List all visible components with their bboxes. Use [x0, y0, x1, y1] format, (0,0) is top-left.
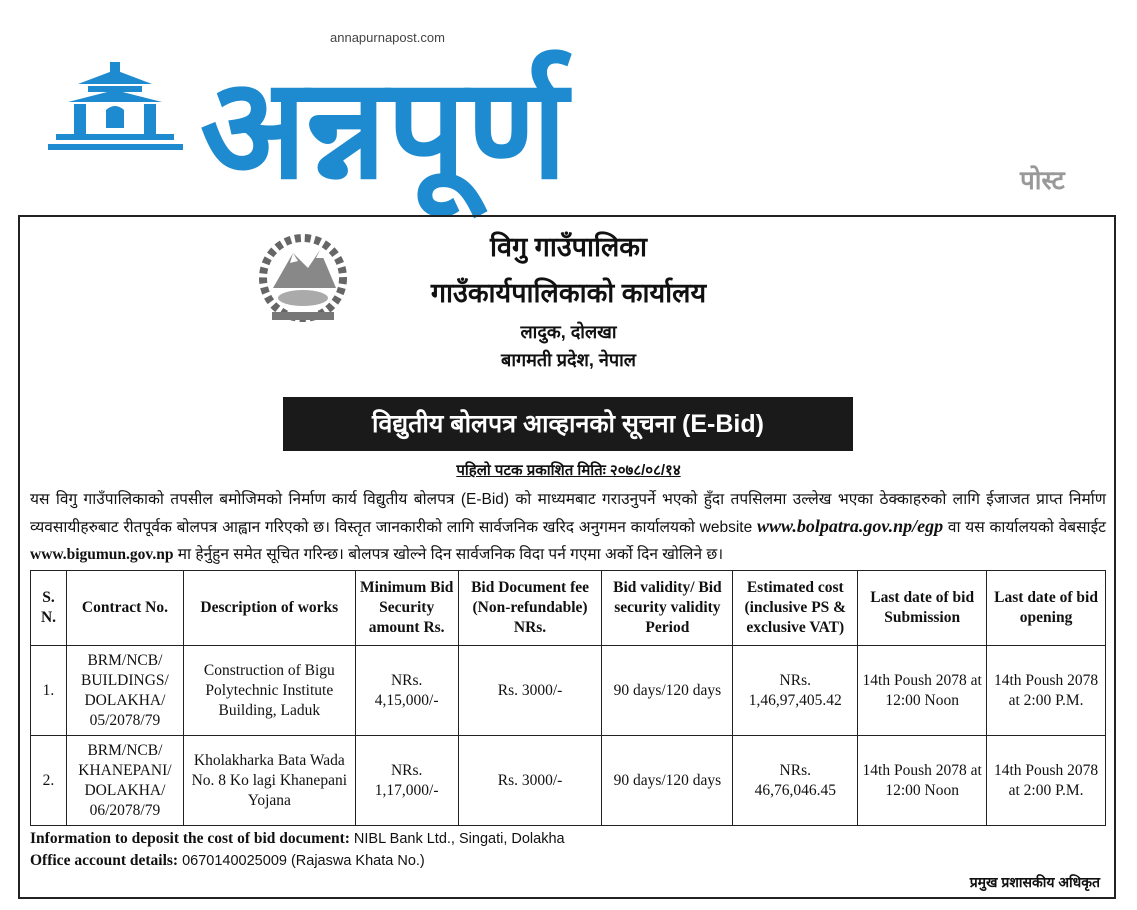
column-header: S. N. [31, 571, 67, 646]
table-cell: Construction of Bigu Polytechnic Institute Building, Laduk [183, 646, 355, 736]
table-cell: 14th Poush 2078 at 2:00 P.M. [987, 736, 1106, 826]
notice-paragraph [30, 486, 1106, 568]
column-header: Bid validity/ Bid security validity Period [602, 571, 733, 646]
bid-table [30, 570, 1106, 826]
paragraph-text: मा हेर्नुहुन समेत सूचित गरिन्छ। बोलपत्र खोल्ने दिन सार्वजनिक विदा पर्न गएमा अर्को दिन खोलिने छ। [173, 546, 724, 563]
table-row [31, 646, 1106, 736]
notice-body [30, 486, 1106, 892]
signature-title: प्रमुख प्रशासकीय अधिकृत [969, 874, 1100, 890]
table-cell: Kholakharka Bata Wada No. 8 Ko lagi Khanepani Yojana [183, 736, 355, 826]
office-province: बागमती प्रदेश, नेपाल [501, 350, 636, 370]
payment-info [30, 828, 1106, 872]
table-cell: 1. [31, 646, 67, 736]
newspaper-masthead: अन्नपूर्ण [200, 50, 568, 207]
site-url: annapurnapost.com [330, 30, 445, 45]
notice-title-banner: विद्युतीय बोलपत्र आव्हानको सूचना (E-Bid) [283, 397, 853, 451]
table-cell: 90 days/120 days [602, 646, 733, 736]
masthead-subtitle: पोस्ट [1020, 165, 1065, 195]
table-cell: Rs. 3000/- [458, 736, 602, 826]
office-location: लादुक, दोलखा [520, 322, 617, 342]
table-header-row [31, 571, 1106, 646]
table-cell: BRM/NCB/ KHANEPANI/ DOLAKHA/ 06/2078/79 [66, 736, 183, 826]
column-header: Contract No. [66, 571, 183, 646]
paragraph-text: यस विगु गाउँपालिकाको तपसील बमोजिमको निर्माण कार्य विद्युतीय बोलपत्र (E-Bid) को माध्यमबाट गराउनुपर्ने भएको हुँदा तपसिलमा उल्लेख भएका ठेक्काहरुको लागि ईजाजत प्राप्त निर्माण व्यवसायीहरुबाट रीतपूर्वक बोलपत्र आह्वान गरिएको छ। विस्तृत जानकारीको लागि सार्वजनिक खरिद अनुगमन कार्यालयको website [30, 491, 1106, 536]
table-cell: Rs. 3000/- [458, 646, 602, 736]
municipality-name: विगु गाउँपालिका [489, 232, 648, 262]
table-cell: NRs. 1,17,000/- [355, 736, 458, 826]
column-header: Estimated cost (inclusive PS & exclusive VAT) [733, 571, 858, 646]
office-name: गाउँकार्यपालिकाको कार्यालय [430, 278, 707, 308]
column-header: Last date of bid Submission [858, 571, 987, 646]
table-cell: NRs. 46,76,046.45 [733, 736, 858, 826]
table-cell: 14th Poush 2078 at 12:00 Noon [858, 736, 987, 826]
table-cell: 14th Poush 2078 at 12:00 Noon [858, 646, 987, 736]
column-header: Last date of bid opening [987, 571, 1106, 646]
table-cell: 2. [31, 736, 67, 826]
bigumun-link[interactable]: www.bigumun.gov.np [30, 546, 174, 563]
published-date: पहिलो पटक प्रकाशित मितिः २०७८/०८/१४ [456, 462, 681, 479]
table-cell: NRs. 4,15,000/- [355, 646, 458, 736]
bolpatra-link[interactable]: www.bolpatra.gov.np/egp [756, 516, 944, 536]
table-row [31, 736, 1106, 826]
info-label: Information to deposit the cost of bid document: [30, 830, 350, 847]
info-value: 0670140025009 (Rajaswa Khata No.) [178, 853, 425, 869]
temple-logo-icon [48, 62, 183, 157]
paragraph-text: वा यस कार्यालयको वेबसाईट [943, 519, 1106, 536]
table-cell: 14th Poush 2078 at 2:00 P.M. [987, 646, 1106, 736]
info-label: Office account details: [30, 852, 179, 869]
info-value: NIBL Bank Ltd., Singati, Dolakha [349, 831, 565, 847]
table-cell: BRM/NCB/ BUILDINGS/ DOLAKHA/ 05/2078/79 [66, 646, 183, 736]
table-cell: NRs. 1,46,97,405.42 [733, 646, 858, 736]
column-header: Minimum Bid Security amount Rs. [355, 571, 458, 646]
column-header: Bid Document fee (Non-refundable) NRs. [458, 571, 602, 646]
table-cell: 90 days/120 days [602, 736, 733, 826]
column-header: Description of works [183, 571, 355, 646]
